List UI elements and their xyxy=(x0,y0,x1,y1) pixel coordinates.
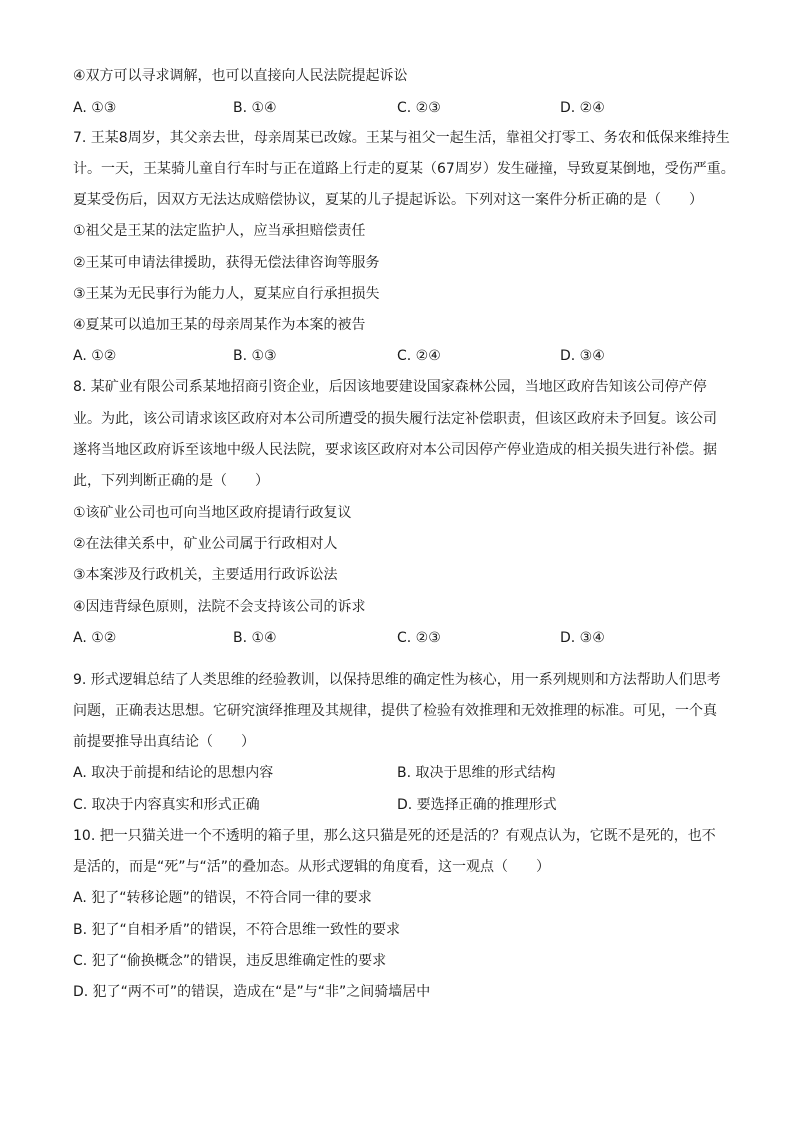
q8-option-c: C. ②③ xyxy=(397,630,441,646)
q10-stem-line-2: 是活的，而是“死”与“活”的叠加态。从形式逻辑的角度看，这一观点（ ） xyxy=(73,859,551,875)
q6-option-b: B. ①④ xyxy=(233,100,277,116)
q8-item-4: ④因违背绿色原则，法院不会支持该公司的诉求 xyxy=(73,599,366,615)
q9-option-d: D. 要选择正确的推理形式 xyxy=(397,797,557,813)
q7-option-b: B. ①③ xyxy=(233,348,277,364)
q7-stem-line-2: 计。一天，王某骑儿童自行车时与正在道路上行走的夏某（67周岁）发生碰撞，导致夏某倒地，受伤严重。 xyxy=(73,161,735,177)
q8-options xyxy=(73,628,733,648)
q8-stem-line-4: 此，下列判断正确的是（ ） xyxy=(73,473,269,489)
q8-stem-line-3: 遂将当地区政府诉至该地中级人民法院，要求该区政府对本公司因停产停业造成的相关损失进行补偿。据 xyxy=(73,442,717,458)
q8-stem-line-2: 业。为此，该公司请求该区政府对本公司所遭受的损失履行法定补偿职责，但该区政府未予回复。该公司 xyxy=(73,411,717,427)
q7-item-4: ④夏某可以追加王某的母亲周某作为本案的被告 xyxy=(73,317,366,333)
q8-stem-line-1: 8. 某矿业有限公司系某地招商引资企业，后因该地要建设国家森林公园，当地区政府告知该公司停产停 xyxy=(73,379,707,395)
q10-option-b: B. 犯了“自相矛盾”的错误，不符合思维一致性的要求 xyxy=(73,922,401,938)
q7-item-2: ②王某可申请法律援助，获得无偿法律咨询等服务 xyxy=(73,255,380,271)
q6-option-a: A. ①③ xyxy=(73,100,117,116)
q10-option-d: D. 犯了“两不可”的错误，造成在“是”与“非”之间骑墙居中 xyxy=(73,984,431,1000)
q10-option-c: C. 犯了“偷换概念”的错误，违反思维确定性的要求 xyxy=(73,953,387,969)
q9-option-a: A. 取决于前提和结论的思想内容 xyxy=(73,765,274,781)
q7-stem-line-3: 夏某受伤后，因双方无法达成赔偿协议，夏某的儿子提起诉讼。下列对这一案件分析正确的是（ ） xyxy=(73,192,703,208)
q7-item-3: ③王某为无民事行为能力人，夏某应自行承担损失 xyxy=(73,286,380,302)
q8-item-1: ①该矿业公司也可向当地区政府提请行政复议 xyxy=(73,505,352,521)
q9-stem-line-3: 前提要推导出真结论（ ） xyxy=(73,734,255,750)
q7-options xyxy=(73,346,733,366)
q6-options xyxy=(73,98,733,118)
q7-stem-line-1: 7. 王某8周岁，其父亲去世，母亲周某已改嫁。王某与祖父一起生活，靠祖父打零工、务农和低保来维持生 xyxy=(73,130,730,146)
q7-item-1: ①祖父是王某的法定监护人，应当承担赔偿责任 xyxy=(73,223,366,239)
q7-option-a: A. ①② xyxy=(73,348,117,364)
q9-options-row-2 xyxy=(73,795,733,815)
q9-option-c: C. 取决于内容真实和形式正确 xyxy=(73,797,260,813)
q6-item-4: ④双方可以寻求调解，也可以直接向人民法院提起诉讼 xyxy=(73,68,408,84)
q8-option-a: A. ①② xyxy=(73,630,117,646)
q7-option-d: D. ③④ xyxy=(560,348,605,364)
q6-option-d: D. ②④ xyxy=(560,100,605,116)
q8-item-2: ②在法律关系中，矿业公司属于行政相对人 xyxy=(73,536,338,552)
q8-item-3: ③本案涉及行政机关，主要适用行政诉讼法 xyxy=(73,567,338,583)
q10-stem-line-1: 10. 把一只猫关进一个不透明的箱子里，那么这只猫是死的还是活的？有观点认为，它既不是死的，也不 xyxy=(73,828,716,844)
q6-option-c: C. ②③ xyxy=(397,100,441,116)
q9-stem-line-1: 9. 形式逻辑总结了人类思维的经验教训，以保持思维的确定性为核心，用一系列规则和方法帮助人们思考 xyxy=(73,672,721,688)
q9-stem-line-2: 问题，正确表达思想。它研究演绎推理及其规律，提供了检验有效推理和无效推理的标准。可见，一个真 xyxy=(73,703,717,719)
q9-option-b: B. 取决于思维的形式结构 xyxy=(397,765,556,781)
q9-options-row-1 xyxy=(73,763,733,783)
q7-option-c: C. ②④ xyxy=(397,348,441,364)
q8-option-d: D. ③④ xyxy=(560,630,605,646)
q8-option-b: B. ①④ xyxy=(233,630,277,646)
q10-option-a: A. 犯了“转移论题”的错误，不符合同一律的要求 xyxy=(73,890,372,906)
